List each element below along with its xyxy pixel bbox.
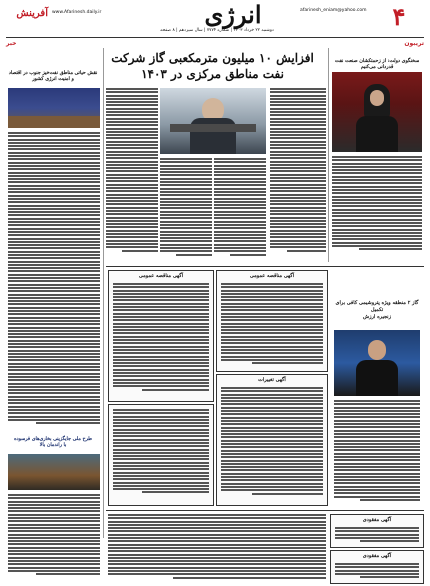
mid-story-subtitle-line: زنجیره ارزش <box>363 314 391 320</box>
lost-notice-2 <box>330 550 424 584</box>
mid-story-title-line: گاز ۲ منطقه ویژه پتروشیمی کافی برای تکمیل <box>335 300 419 313</box>
notice-body-2 <box>113 283 209 399</box>
main-article-column-4 <box>106 88 158 262</box>
left-bottom-story-title-line: طرح ملی جایگزینی بخاری‌های فرسوده <box>13 436 93 442</box>
main-article-column-2 <box>214 158 266 262</box>
notice-body-1 <box>221 283 323 369</box>
left-bottom-body <box>8 494 100 580</box>
mid-story-body <box>334 400 420 510</box>
notice-heading-1: آگهی مناقصه عمومی <box>249 273 295 279</box>
notice-body-4 <box>113 409 209 501</box>
left-bottom-photo <box>8 454 100 490</box>
person-face-2 <box>368 340 386 360</box>
masthead <box>0 0 430 36</box>
microphone-stand <box>170 124 256 132</box>
bottom-small-ads <box>108 514 326 582</box>
left-story-subtitle-line: و امنیت انرژی کشور <box>32 76 74 82</box>
notice-heading-3: آگهی تغییرات <box>258 377 286 383</box>
left-bottom-story-title <box>6 436 100 452</box>
left-story-body <box>8 132 100 432</box>
notice-box-1 <box>216 270 328 372</box>
lost-notice-body-2 <box>335 563 419 581</box>
masthead-rule <box>6 37 424 38</box>
side-story-subtitle-line: قدردانی می‌کنیم <box>360 64 394 70</box>
main-article-column-1 <box>270 88 326 260</box>
bottom-rule <box>106 510 424 511</box>
main-article-photo <box>160 88 266 154</box>
person-face <box>370 90 384 106</box>
main-headline <box>100 50 325 84</box>
column-divider-left <box>103 48 104 538</box>
side-story-body <box>332 156 422 264</box>
mid-story-title <box>330 300 424 324</box>
section-news: خبر <box>6 40 17 47</box>
notice-box-4 <box>108 404 214 506</box>
notice-body-3 <box>221 387 323 503</box>
person-body-2 <box>356 360 398 396</box>
headline-line-1: افزایش ۱۰ میلیون مترمکعبی گاز شرکت <box>111 51 314 65</box>
side-story-title-line: سخنگوی دولت: از زحمتکشان صنعت نفت <box>334 58 420 64</box>
lost-notice-body-1 <box>335 527 419 545</box>
website-address: www.Afarinesh.daily.ir <box>52 10 102 15</box>
site-logo: انرژی <box>204 0 262 29</box>
newspaper-logo: آفرینش <box>16 8 48 19</box>
notice-box-3 <box>216 374 328 506</box>
notice-heading-2: آگهی مناقصه عمومی <box>138 273 184 279</box>
email-address: afarinesh_eniam@yahoo.com <box>300 8 367 13</box>
headline-line-2: نفت مناطق مرکزی در ۱۴۰۳ <box>141 67 284 81</box>
section-tribune: تریبون <box>404 40 424 47</box>
notice-box-2 <box>108 270 214 402</box>
column-divider <box>328 48 329 262</box>
date-line: دوشنبه ۲۲ خرداد ۱۴۰۳ | شماره ۷۷۷۴ | سال سیزدهم | ۸ صفحه <box>160 28 274 33</box>
lost-notice-title-2: آگهی مفقودی <box>362 553 392 559</box>
mid-rule <box>106 266 424 267</box>
left-story-title <box>6 70 100 86</box>
lost-notice-title-1: آگهی مفقودی <box>362 517 392 523</box>
left-bottom-story-subtitle-line: با راندمان بالا <box>39 442 67 448</box>
lost-notice-1 <box>330 514 424 548</box>
side-story-photo <box>332 72 422 152</box>
person-body <box>356 116 398 152</box>
mid-story-photo <box>334 330 420 396</box>
left-story-title-line: نقش حیاتی مناطق نفت‌خیز جنوب در اقتصاد <box>8 70 98 76</box>
page-number: ۴ <box>392 2 406 31</box>
meeting-table <box>8 116 100 128</box>
main-article-column-3 <box>160 158 212 262</box>
left-story-photo <box>8 88 100 128</box>
